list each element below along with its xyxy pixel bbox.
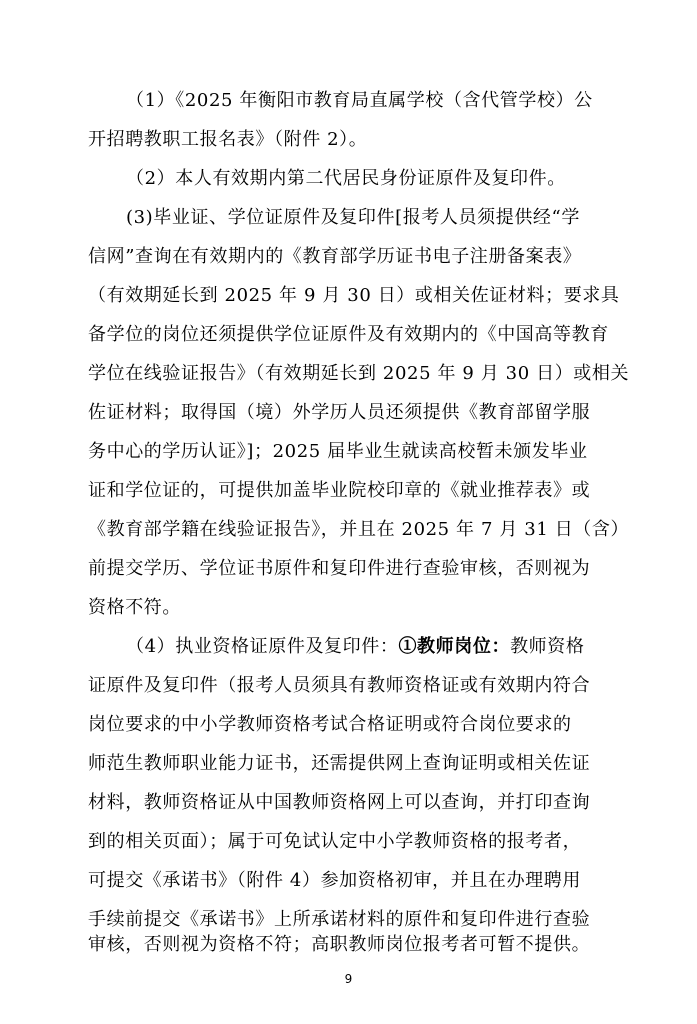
text-line: （1）《2025 年衡阳市教育局直属学校（含代管学校）公	[126, 90, 593, 111]
item4-heading	[126, 634, 634, 660]
text-line: （2）本人有效期内第二代居民身份证原件及复印件。	[126, 168, 566, 189]
text-line: 学位在线验证报告》（有效期延长到 2025 年 9 月 30 日）或相关	[88, 363, 630, 384]
item4-prefix: （4）执业资格证原件及复印件：	[126, 636, 399, 657]
text-line: （有效期延长到 2025 年 9 月 30 日）或相关佐证材料；要求具	[88, 285, 620, 306]
text-line: 备学位的岗位还须提供学位证原件及有效期内的《中国高等教育	[88, 324, 609, 345]
text-line: 证原件及复印件（报考人员须具有教师资格证或有效期内符合	[88, 675, 591, 696]
text-line: (3)毕业证、学位证原件及复印件[报考人员须提供经“学	[126, 207, 580, 228]
text-line: 师范生教师职业能力证书，还需提供网上查询证明或相关佐证	[88, 753, 591, 774]
text-line: 可提交《承诺书》（附件 4）参加资格初审，并且在办理聘用	[88, 870, 581, 891]
text-line: 佐证材料；取得国（境）外学历人员还须提供《教育部留学服	[88, 402, 591, 423]
text-line: 《教育部学籍在线验证报告》，并且在 2025 年 7 月 31 日（含）	[88, 519, 630, 540]
text-line: 手续前提交《承诺书》上所承诺材料的原件和复印件进行查验	[88, 909, 591, 930]
text-line: 材料，教师资格证从中国教师资格网上可以查询，并打印查询	[88, 792, 591, 813]
text-line: 岗位要求的中小学教师资格考试合格证明或符合岗位要求的	[88, 714, 572, 735]
teacher-post-label: ①教师岗位：	[398, 636, 511, 657]
text-line: 审核，否则视为资格不符；高职教师岗位报考者可暂不提供。	[88, 934, 591, 955]
text-line: 证和学位证的，可提供加盖毕业院校印章的《就业推荐表》或	[88, 480, 591, 501]
item4-suffix: 教师资格	[510, 636, 585, 657]
text-line: 到的相关页面）；属于可免试认定中小学教师资格的报考者，	[88, 831, 582, 852]
text-line: 前提交学历、学位证书原件和复印件进行查验审核，否则视为	[88, 558, 591, 579]
text-line: 信网”查询在有效期内的《教育部学历证书电子注册备案表》	[88, 246, 582, 267]
text-line: 务中心的学历认证》]；2025 届毕业生就读高校暂未颁发毕业	[88, 441, 588, 462]
page-number: 9	[344, 972, 353, 986]
text-line: 资格不符。	[88, 597, 181, 618]
text-line: 开招聘教职工报名表》（附件 2）。	[88, 129, 368, 150]
